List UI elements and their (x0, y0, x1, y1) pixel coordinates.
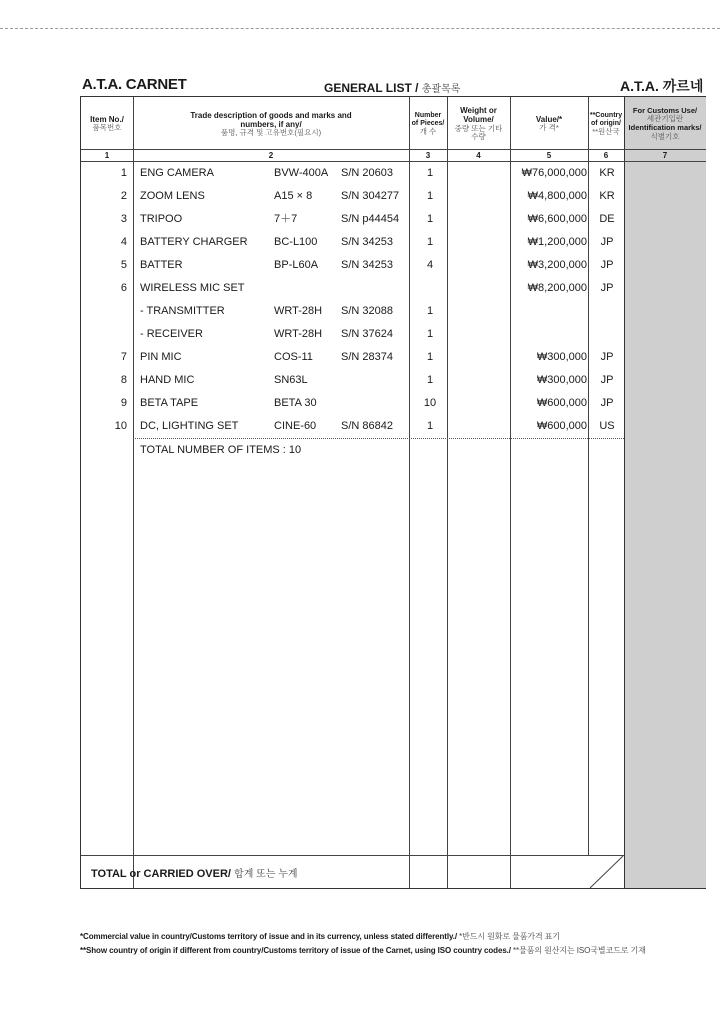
item-model: BC-L100 (274, 236, 318, 248)
item-origin: KR (599, 167, 615, 179)
item-desc: PIN MIC (140, 351, 182, 363)
item-origin: JP (600, 236, 614, 248)
item-model: BVW-400A (274, 167, 329, 179)
general-list-title-ko: 총괄목록 (421, 84, 461, 95)
diagonal-strike (589, 855, 625, 889)
col-header-en: **Country of origin/ (589, 111, 623, 127)
col-header-origin (588, 99, 624, 149)
item-model: BP-L60A (274, 259, 319, 271)
perforation-line (0, 28, 720, 29)
col-number: 4 (476, 151, 481, 160)
item-desc: - RECEIVER (140, 328, 203, 340)
carnet-title-ko: A.T.A. 까르네 (620, 78, 704, 94)
item-row (81, 369, 624, 392)
item-desc: BETA TAPE (140, 397, 199, 409)
item-model: CINE-60 (274, 420, 317, 432)
item-model: WRT-28H (274, 305, 323, 317)
total-carried-over (91, 865, 298, 880)
col-number: 6 (603, 151, 609, 160)
total-carried-over-ko: 합계 또는 누계 (234, 869, 298, 880)
item-pieces: 1 (426, 213, 434, 225)
col-header-en: Value/* (535, 115, 563, 125)
general-list-form (80, 96, 706, 889)
item-row (81, 392, 624, 415)
item-pieces: 1 (426, 305, 434, 317)
item-row (81, 300, 624, 323)
item-row (81, 231, 624, 254)
item-model: 7＋7 (274, 213, 298, 225)
col-number: 2 (268, 151, 274, 160)
item-no: 10 (114, 420, 127, 432)
col-number: 5 (546, 151, 552, 160)
item-pieces: 1 (426, 167, 434, 179)
item-desc: BATTERY CHARGER (140, 236, 248, 248)
item-serial: S/N p44454 (341, 213, 400, 225)
item-desc: ENG CAMERA (140, 167, 214, 179)
item-row (81, 162, 624, 185)
item-desc: ZOOM LENS (140, 190, 205, 202)
footnote-origin-ko: **물품의 원산지는 ISO국별코드로 기재 (513, 946, 646, 955)
item-serial: S/N 34253 (341, 259, 393, 271)
item-no: 8 (120, 374, 127, 386)
col-number: 7 (662, 151, 668, 160)
item-origin: JP (600, 397, 614, 409)
item-desc: - TRANSMITTER (140, 305, 225, 317)
item-no: 2 (120, 190, 127, 202)
col-header-ko: 가 격* (539, 123, 559, 133)
total-row-rule (81, 855, 624, 856)
item-pieces: 1 (426, 190, 434, 202)
item-origin: US (599, 420, 615, 432)
general-list-title (324, 80, 460, 95)
item-pieces: 4 (426, 259, 434, 271)
col-header-en: Number of Pieces/ (411, 111, 445, 127)
item-value: ₩600,000 (536, 420, 587, 432)
item-serial: S/N 20603 (341, 167, 393, 179)
col-header-ko: 중량 또는 기타수량 (454, 123, 503, 142)
item-no: 9 (120, 397, 127, 409)
item-pieces: 1 (426, 236, 434, 248)
item-origin: KR (599, 190, 615, 202)
item-row (81, 185, 624, 208)
item-no: 1 (120, 167, 127, 179)
customs-use-column (624, 97, 706, 888)
item-desc: TRIPOO (140, 213, 183, 225)
items-end-rule (135, 438, 624, 439)
col-header-ko: 식별기호 (650, 131, 680, 141)
item-model: WRT-28H (274, 328, 323, 340)
col-header-en: Item No./ (90, 115, 124, 125)
footnote-origin-en: **Show country of origin if different from country/Customs territory of issue of the Carnet, using ISO country codes./ (80, 946, 511, 955)
item-no: 6 (120, 282, 127, 294)
item-no: 7 (120, 351, 127, 363)
item-desc: HAND MIC (140, 374, 195, 386)
col-number: 3 (425, 151, 431, 160)
item-value: ₩300,000 (536, 351, 587, 363)
col-header-weight (447, 99, 510, 149)
item-model: COS-11 (274, 351, 313, 363)
footnote-value-ko: *반드시 원화로 물품가격 표기 (459, 932, 561, 941)
item-value: ₩600,000 (536, 397, 587, 409)
item-row (81, 323, 624, 346)
item-serial: S/N 32088 (341, 305, 393, 317)
item-origin: DE (599, 213, 615, 225)
item-value: ₩1,200,000 (527, 236, 587, 248)
col-header-description (133, 99, 409, 149)
item-no: 5 (120, 259, 127, 271)
item-model: BETA 30 (274, 397, 317, 409)
item-row (81, 415, 624, 438)
item-desc: BATTER (140, 259, 183, 271)
item-desc: WIRELESS MIC SET (140, 282, 245, 294)
col-header-ko: 세관기입란 (646, 114, 684, 124)
item-value: ₩300,000 (536, 374, 587, 386)
item-model: SN63L (274, 374, 308, 386)
item-no: 3 (120, 213, 127, 225)
item-value: ₩4,800,000 (527, 190, 587, 202)
footnote-value (80, 931, 560, 942)
footnote-value-en: *Commercial value in country/Customs territory of issue and in its currency, unless stated differently./ (80, 932, 457, 941)
col-header-item-no (81, 99, 133, 149)
item-row (81, 208, 624, 231)
total-carried-over-en: TOTAL or CARRIED OVER/ (91, 868, 231, 880)
item-value: ₩8,200,000 (527, 282, 587, 294)
item-desc: DC, LIGHTING SET (140, 420, 239, 432)
col-header-ko: **원산국 (592, 126, 620, 136)
item-serial: S/N 34253 (341, 236, 393, 248)
col-number: 1 (104, 151, 110, 160)
item-pieces: 10 (423, 397, 437, 409)
total-number-of-items: TOTAL NUMBER OF ITEMS : 10 (140, 444, 302, 456)
col-header-customs (624, 99, 706, 149)
item-row (81, 277, 624, 300)
item-serial: S/N 86842 (341, 420, 393, 432)
col-header-en: Trade description of goods and marks and numbers, if any/ (190, 110, 352, 129)
item-pieces: 1 (426, 420, 434, 432)
item-pieces: 1 (426, 328, 434, 340)
col-header-value (510, 99, 588, 149)
item-origin: JP (600, 282, 614, 294)
item-model: A15 × 8 (274, 190, 313, 202)
col-header-pieces (409, 99, 447, 149)
item-value: ₩3,200,000 (527, 259, 587, 271)
item-pieces: 1 (426, 351, 434, 363)
item-serial: S/N 28374 (341, 351, 393, 363)
col-header-ko: 품명, 규격 및 고유번호(필요시) (220, 127, 322, 137)
item-no: 4 (120, 236, 127, 248)
item-row (81, 346, 624, 369)
col-header-ko: 품목번호 (92, 123, 122, 133)
item-value: ₩76,000,000 (521, 167, 587, 179)
general-list-title-en: GENERAL LIST / (324, 81, 419, 95)
col-header-en: Weight or Volume/ (460, 106, 497, 125)
carnet-title: A.T.A. CARNET (82, 76, 187, 93)
col-header-en: For Customs Use/ (632, 105, 698, 115)
item-serial: S/N 304277 (341, 190, 400, 202)
item-origin: JP (600, 374, 614, 386)
item-row (81, 254, 624, 277)
item-value: ₩6,600,000 (527, 213, 587, 225)
col-header-en: Identification marks/ (628, 123, 702, 132)
item-origin: JP (600, 259, 614, 271)
item-origin: JP (600, 351, 614, 363)
col-header-ko: 개 수 (419, 126, 437, 136)
footnote-origin (80, 945, 646, 956)
item-serial: S/N 37624 (341, 328, 393, 340)
item-pieces: 1 (426, 374, 434, 386)
